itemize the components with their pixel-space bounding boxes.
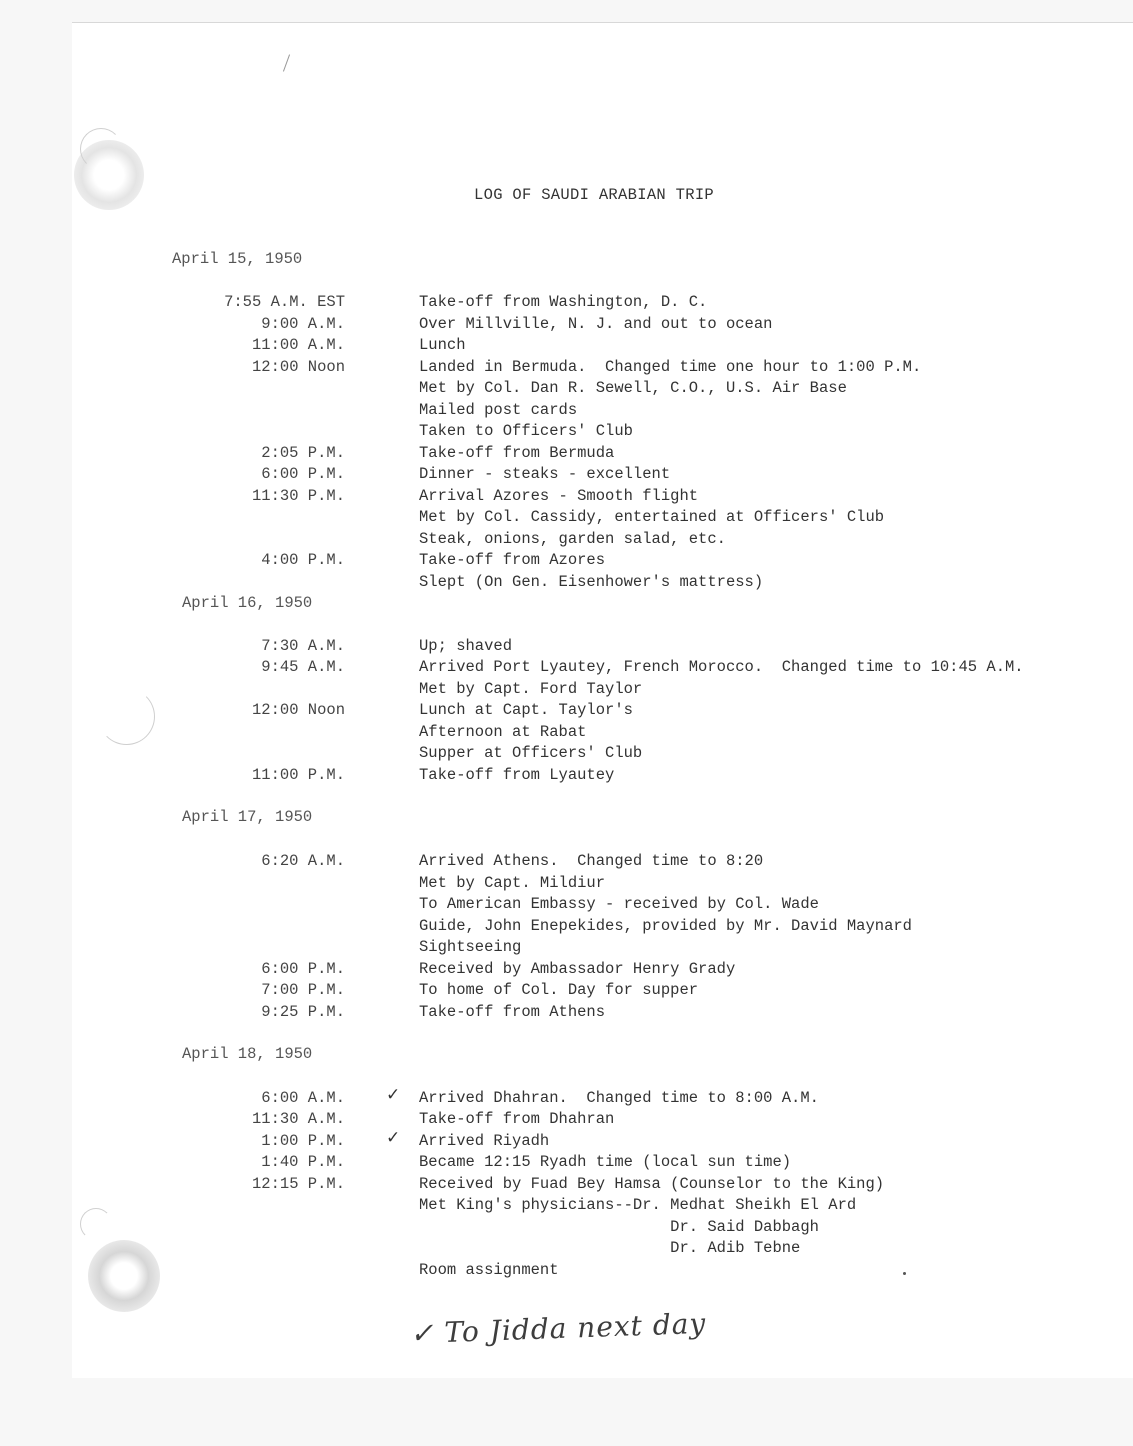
entry-text: To home of Col. Day for supper <box>419 981 699 999</box>
entry-time: 7:00 P.M. <box>261 981 345 999</box>
entry-text: Met by Capt. Mildiur <box>419 874 606 892</box>
punch-hole-arc-top <box>80 128 122 170</box>
entry-time: 12:15 P.M. <box>251 1175 345 1193</box>
entry-text: Met by Col. Dan R. Sewell, C.O., U.S. Air Base <box>419 379 847 397</box>
entry-time: 11:30 P.M. <box>251 487 345 505</box>
entry-text: Arrived Riyadh <box>419 1132 550 1150</box>
entry-text: Sightseeing <box>419 938 522 956</box>
entry-time: 1:40 P.M. <box>261 1153 345 1171</box>
entry-text: Lunch at Capt. Taylor's <box>419 701 633 719</box>
entry-text: Take-off from Lyautey <box>419 766 615 784</box>
entry-text: Arrived Dhahran. Changed time to 8:00 A.M. <box>419 1089 819 1107</box>
day-date: April 15, 1950 <box>172 250 303 268</box>
entry-time: 6:00 A.M. <box>261 1089 345 1107</box>
document-title: LOG OF SAUDI ARABIAN TRIP <box>474 186 715 204</box>
entry-time: 9:25 P.M. <box>261 1003 345 1021</box>
day-date: April 18, 1950 <box>182 1045 313 1063</box>
entry-text: Received by Fuad Bey Hamsa (Counselor to the King) <box>419 1175 885 1193</box>
entry-text: Take-off from Bermuda <box>419 444 615 462</box>
entry-text: Over Millville, N. J. and out to ocean <box>419 315 773 333</box>
entry-time: 6:00 P.M. <box>261 465 345 483</box>
entry-text: To American Embassy - received by Col. Wade <box>419 895 819 913</box>
entry-time: 11:00 A.M. <box>251 336 345 354</box>
entry-text: Became 12:15 Ryadh time (local sun time) <box>419 1153 792 1171</box>
entry-time: 4:00 P.M. <box>261 551 345 569</box>
entry-text: Afternoon at Rabat <box>419 723 587 741</box>
day-date: April 16, 1950 <box>182 594 313 612</box>
entry-text: Dr. Adib Tebne <box>419 1239 801 1257</box>
entry-time: 12:00 Noon <box>251 358 345 376</box>
entry-text: Slept (On Gen. Eisenhower's mattress) <box>419 573 764 591</box>
entry-text: Guide, John Enepekides, provided by Mr. David Maynard <box>419 917 912 935</box>
entry-text: Landed in Bermuda. Changed time one hour to 1:00 P.M. <box>419 358 922 376</box>
entry-text: Take-off from Dhahran <box>419 1110 615 1128</box>
entry-text: Mailed post cards <box>419 401 578 419</box>
entry-time: 7:30 A.M. <box>261 637 345 655</box>
checkmark-icon: ✓ <box>386 1085 401 1105</box>
entry-text: Up; shaved <box>419 637 513 655</box>
entry-text: Room assignment <box>419 1261 559 1279</box>
entry-text: Met King's physicians--Dr. Medhat Sheikh El Ard <box>419 1196 857 1214</box>
entry-text: Arrived Athens. Changed time to 8:20 <box>419 852 764 870</box>
punch-hole-bottom <box>88 1240 160 1312</box>
entry-text: Arrival Azores - Smooth flight <box>419 487 699 505</box>
entry-text: Arrived Port Lyautey, French Morocco. Changed time to 10:45 A.M. <box>419 658 1024 676</box>
day-date: April 17, 1950 <box>182 808 313 826</box>
entry-text: Take-off from Washington, D. C. <box>419 293 708 311</box>
entry-text: Taken to Officers' Club <box>419 422 633 440</box>
entry-text: Supper at Officers' Club <box>419 744 643 762</box>
entry-text: Met by Capt. Ford Taylor <box>419 680 643 698</box>
entry-text: Received by Ambassador Henry Grady <box>419 960 736 978</box>
punch-hole-middle <box>98 688 155 745</box>
entry-time: 1:00 P.M. <box>261 1132 345 1150</box>
entry-time: 7:55 A.M. EST <box>224 293 345 311</box>
entry-text: Take-off from Athens <box>419 1003 606 1021</box>
entry-text: Met by Col. Cassidy, entertained at Officers' Club <box>419 508 885 526</box>
entry-time: 6:00 P.M. <box>261 960 345 978</box>
entry-text: Lunch <box>419 336 466 354</box>
entry-time: 9:45 A.M. <box>261 658 345 676</box>
entry-time: 11:00 P.M. <box>251 766 345 784</box>
checkmark-icon: ✓ <box>386 1128 401 1148</box>
entry-text: Dr. Said Dabbagh <box>419 1218 819 1236</box>
entry-time: 11:30 A.M. <box>251 1110 345 1128</box>
ink-dot <box>903 1272 906 1275</box>
handwritten-note: ✓ To Jidda next day <box>409 1306 707 1351</box>
entry-time: 12:00 Noon <box>251 701 345 719</box>
entry-time: 6:20 A.M. <box>261 852 345 870</box>
punch-hole-arc-bottom <box>80 1208 112 1240</box>
entry-time: 9:00 A.M. <box>261 315 345 333</box>
entry-text: Steak, onions, garden salad, etc. <box>419 530 726 548</box>
entry-text: Dinner - steaks - excellent <box>419 465 671 483</box>
entry-time: 2:05 P.M. <box>261 444 345 462</box>
entry-text: Take-off from Azores <box>419 551 606 569</box>
